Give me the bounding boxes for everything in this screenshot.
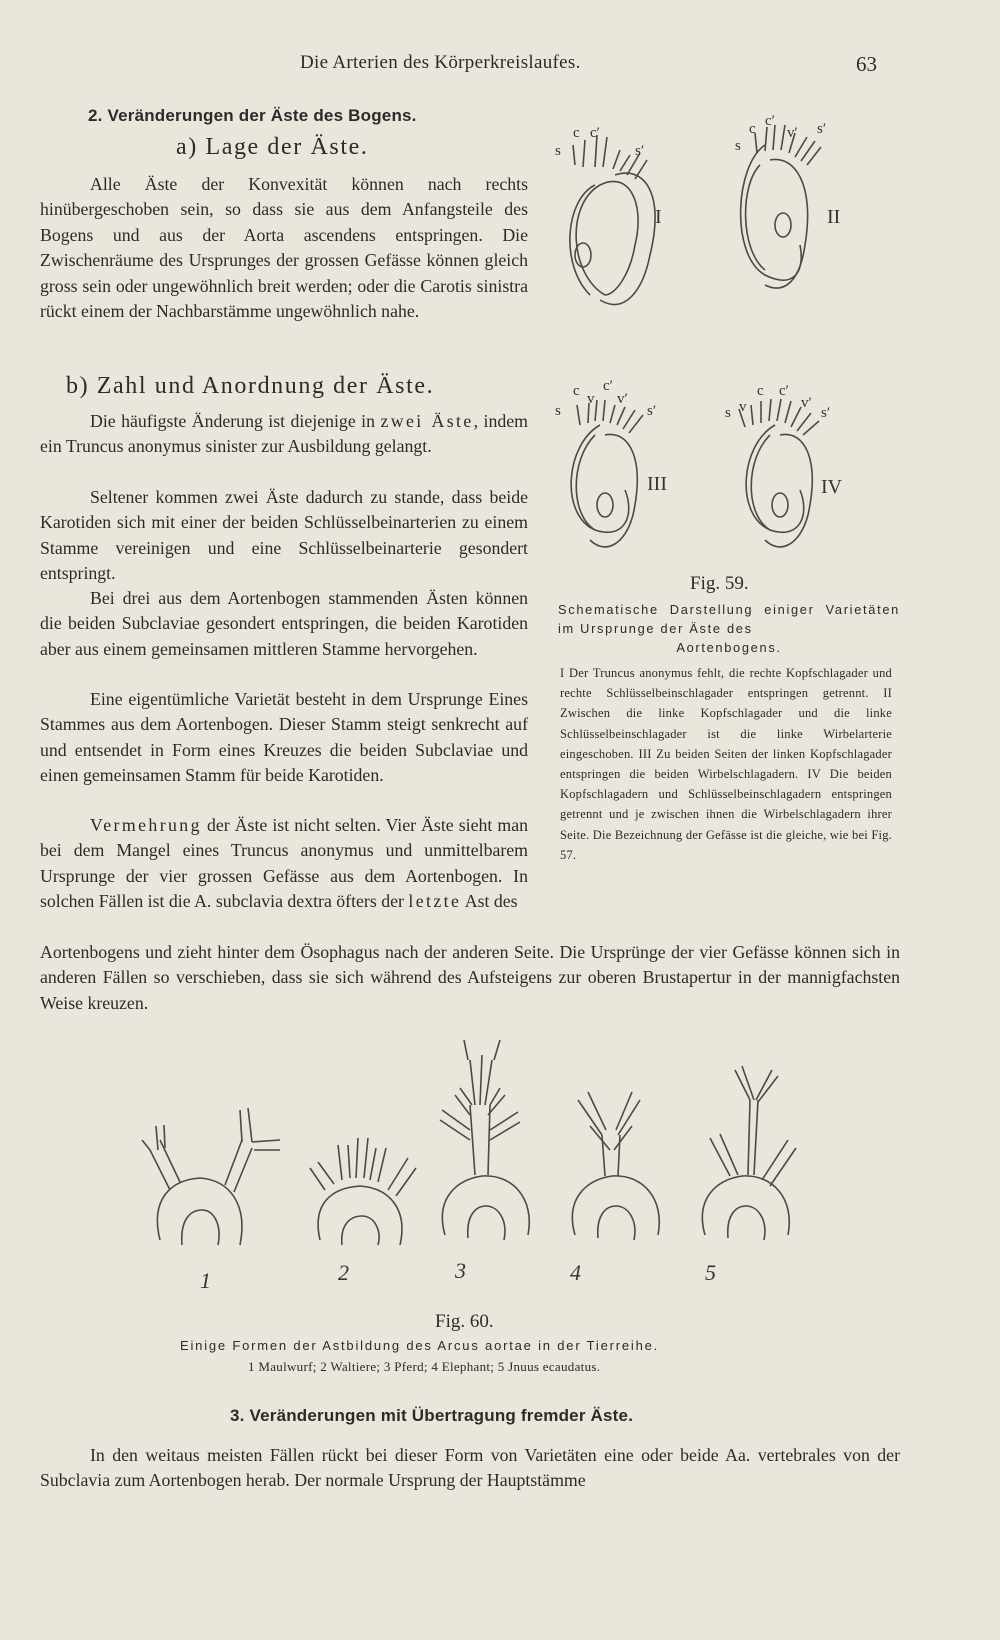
fig60-label: Fig. 60. [435, 1311, 494, 1332]
fig59-II-letter-v-prime: v′ [787, 125, 798, 141]
fig59-title-last: Aortenbogens. [676, 640, 782, 655]
subsection-a-text: Alle Äste der Konvexität können nach rechts hinübergeschoben sein, so dass sie aus dem Anfangsteile des Bogens und aus der Aorta ascendens entspringen. Die Zwischenräume des Ursprunges der grossen Gefässe können gleich gross sein oder ungewöhnlich breit werden; oder die Carotis sinistra rückt einem der Nachbarstämme ungewöhnlich nahe. [40, 174, 528, 322]
fig60-form-5 [702, 1066, 796, 1240]
fig60-number-2: 2 [338, 1260, 349, 1285]
fig59-III-letter-s-prime: s′ [647, 403, 657, 419]
fig59-IV-letter-c: c [757, 383, 764, 399]
fig60-number-5: 5 [705, 1260, 716, 1285]
fig59-panel-label-4: IV [821, 476, 843, 498]
fig59-III-letter-s: s [555, 403, 561, 419]
fig59-panel-label-3: III [647, 473, 667, 495]
fig59-III-letter-v: v [587, 391, 595, 407]
fig60-form-2 [310, 1138, 416, 1245]
fig59-II-letter-c-prime: c′ [765, 113, 775, 129]
fig59-IV-letter-v-prime: v′ [801, 395, 812, 411]
fig60-number-3: 3 [455, 1258, 466, 1283]
subsection-b-heading: b) Zahl und Anordnung der Äste. [66, 373, 435, 399]
fig59-IV-letter-c-prime: c′ [779, 383, 789, 399]
p1-before: Die häufigste Änderung ist diejenige in [90, 411, 381, 431]
paragraph-vermehrung-continued: Aortenbogens und zieht hinter dem Ösophagus nach der anderen Seite. Die Ursprünge der vier Gefässe können sich in anderen Fällen so verschieben, dass sie sich während des Aufsteigens zur oberen Brustapertur in der mannigfachsten Weise kreuzen. [40, 942, 900, 1013]
fig59-panel-4 [725, 383, 843, 547]
section-2-heading: 2. Veränderungen der Äste des Bogens. [88, 106, 417, 125]
fig59-label: Fig. 59. [690, 573, 749, 594]
fig60-title: Einige Formen der Astbildung des Arcus aortae in der Tierreihe. [180, 1338, 660, 1353]
paragraph-vermehrung [40, 813, 528, 915]
fig60-number-4: 4 [570, 1260, 581, 1285]
section-3-text: In den weitaus meisten Fällen rückt bei dieser Form von Varietäten eine oder beide Aa. vertebrales von der Subclavia zum Aortenbogen herab. Der normale Ursprung der Hauptstämme [40, 1445, 900, 1491]
fig59-II-letter-s: s [735, 138, 741, 154]
fig60-form-1 [142, 1108, 280, 1245]
fig59-panel-label-2: II [827, 206, 841, 228]
fig60-form-3 [440, 1040, 529, 1240]
fig59-II-letter-s-prime: s′ [817, 121, 827, 137]
fig59-panel-1 [555, 125, 662, 304]
fig59-panel-3 [555, 378, 667, 547]
fig59-title-main: Schematische Darstellung einiger Varietäten im Ursprunge der Äste des [558, 602, 900, 636]
p5-emphasis: Vermehrung [90, 815, 202, 835]
fig59-letter-s-prime: s′ [635, 143, 645, 159]
fig59-III-letter-v-prime: v′ [617, 391, 628, 407]
fig59-letter-s: s [555, 143, 561, 159]
paragraph-two-branches: Seltener kommen zwei Äste dadurch zu stande, dass beide Karotiden sich mit einer der beiden Schlüsselbeinarterien zu einem Stamme vereinigen und eine Schlüsselbeinarterie gesondert entspringt. [40, 487, 528, 584]
fig59-panel-2 [735, 113, 840, 288]
fig59-diagram [555, 105, 915, 575]
fig59-II-letter-c: c [749, 121, 756, 137]
fig59-letter-c: c [573, 125, 580, 141]
p5-emphasis-letzte: letzte [408, 891, 462, 912]
fig59-III-letter-c-prime: c′ [603, 378, 613, 394]
running-title: Die Arterien des Körperkreislaufes. [300, 52, 581, 73]
paragraph-one-trunk: Eine eigentümliche Varietät besteht in dem Ursprunge Eines Stammes aus dem Aortenbogen. Dieser Stamm steigt senkrecht auf und entsendet in Form eines Kreuzes die beiden Subclaviae und einen gemeinsamen Stamm für beide Karotiden. [40, 689, 528, 786]
fig59-IV-letter-s: s [725, 405, 731, 421]
paragraph-three-branches: Bei drei aus dem Aortenbogen stammenden Ästen können die beiden Subclaviae gesondert entspringen, die beiden Karotiden aber aus einem gemeinsamen mittleren Stamme hervorgehen. [40, 588, 528, 659]
fig60-caption: 1 Maulwurf; 2 Waltiere; 3 Pferd; 4 Elephant; 5 Jnuus ecaudatus. [248, 1359, 601, 1374]
fig59-IV-letter-v: v [739, 399, 747, 415]
fig60-form-4 [572, 1092, 659, 1240]
fig59-caption: I Der Truncus anonymus fehlt, die rechte Kopfschlagader und rechte Schlüsselbeinschlagader entspringen getrennt. II Zwischen die linke Kopfschlagader und die linke Schlüsselbeinschlagader ist die linke Wirbelarterie eingeschoben. III Zu beiden Seiten der linken Kopfschlagader entspringen die beiden Wirbelschlagadern. IV Die beiden Kopfschlagadern und Schlüsselbeinschlagadern entspringen getrennt und je zwischen ihnen die Wirbelschlagadern ihrer Seite. Die Bezeichnung der Gefässe ist die gleiche, wie bei Fig. 57. [560, 666, 892, 862]
p1-after: , indem ein Truncus anonymus sinister zur Ausbildung gelangt. [40, 411, 528, 457]
fig59-title [558, 600, 900, 657]
fig59-panel-label-1: I [655, 206, 662, 228]
p1-emphasis: zwei Äste [380, 411, 474, 431]
page-number: 63 [856, 52, 877, 76]
fig60-number-1: 1 [200, 1268, 211, 1293]
fig59-IV-letter-s-prime: s′ [821, 405, 831, 421]
fig60-diagram [130, 1030, 830, 1320]
section-3-heading: 3. Veränderungen mit Übertragung fremder Äste. [230, 1406, 634, 1425]
p5-after: Ast des [461, 891, 518, 912]
p5-text: der Äste ist nicht selten. Vier Äste sieht man bei dem Mangel eines Truncus anonymus und unmittelbarem Ursprunge der vier grossen Gefässe aus dem Aortenbogen. In solchen Fällen ist die A. subclavia dextra öfters der [40, 815, 528, 912]
paragraph-zwei-aeste [40, 409, 528, 460]
fig59-III-letter-c: c [573, 383, 580, 399]
subsection-a-heading: a) Lage der Äste. [176, 134, 369, 160]
fig59-letter-c-prime: c′ [590, 125, 600, 141]
